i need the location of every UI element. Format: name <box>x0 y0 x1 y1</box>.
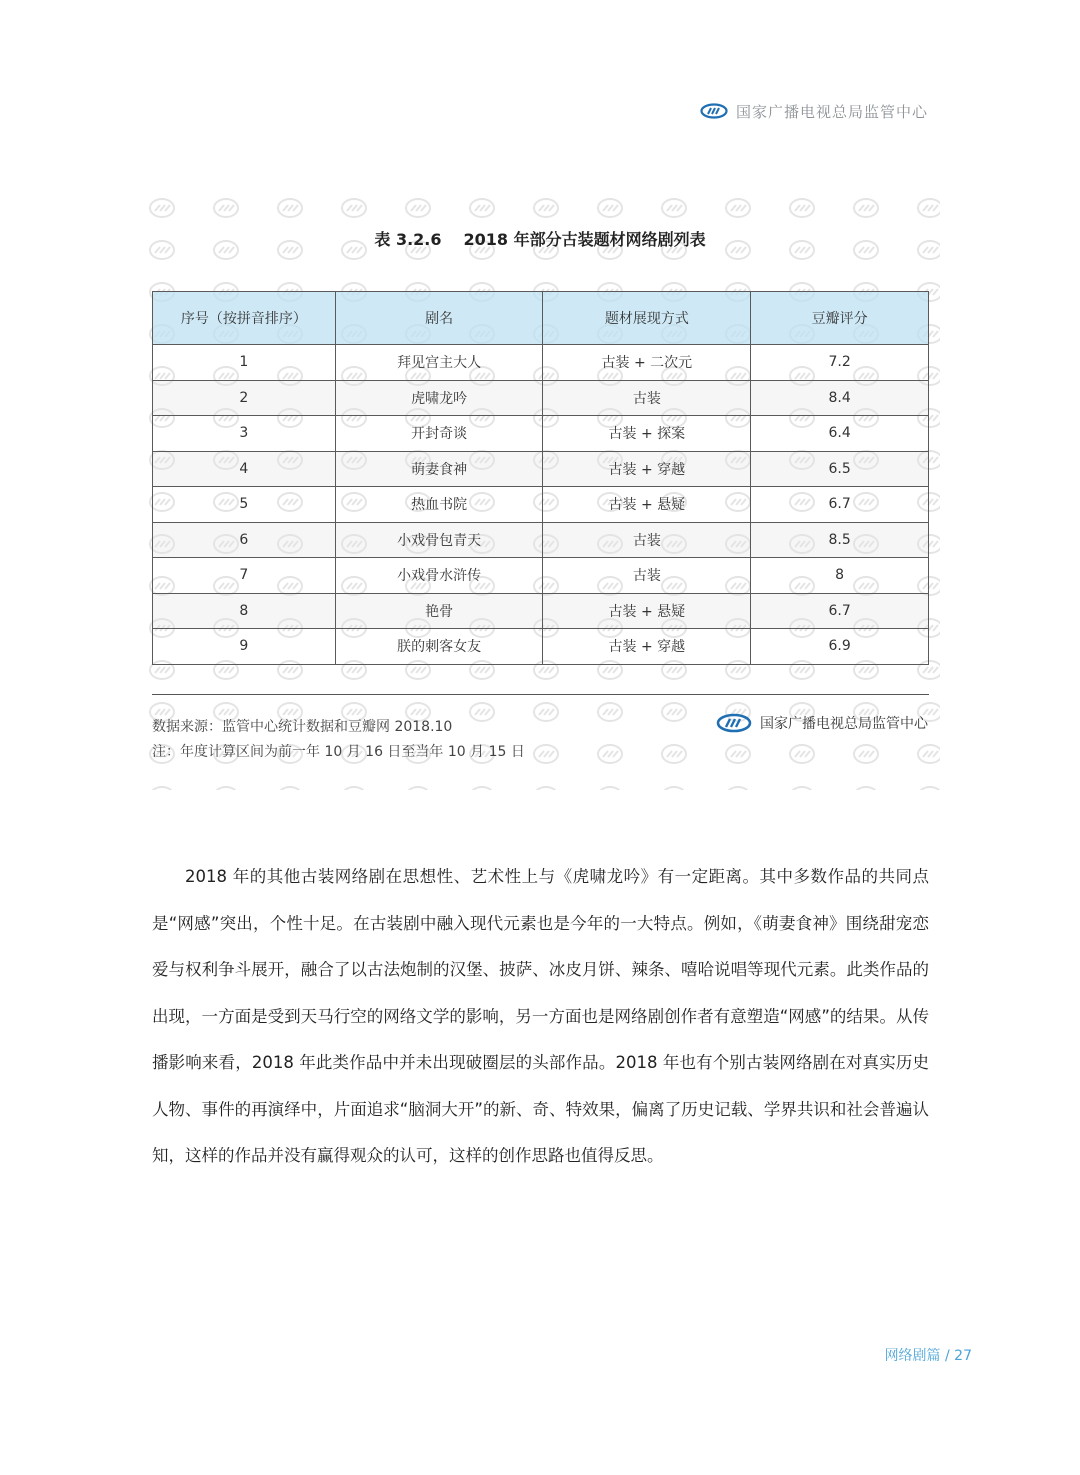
cell-title: 艳骨 <box>335 593 543 629</box>
cell-index: 4 <box>153 451 336 487</box>
cell-index: 9 <box>153 629 336 665</box>
cell-rating: 6.5 <box>751 451 929 487</box>
cell-genre: 古装 + 穿越 <box>543 629 751 665</box>
source-logo-name: 国家广播电视总局监管中心 <box>760 716 928 732</box>
cell-index: 7 <box>153 558 336 594</box>
cell-genre: 古装 + 穿越 <box>543 451 751 487</box>
table-row <box>153 558 929 594</box>
cell-title: 虎啸龙吟 <box>335 380 543 416</box>
cell-genre: 古装 <box>543 522 751 558</box>
cell-index: 8 <box>153 593 336 629</box>
cell-rating: 6.7 <box>751 593 929 629</box>
body-paragraph <box>152 854 929 1180</box>
column-header-index: 序号（按拼音排序） <box>153 292 336 345</box>
table-row <box>153 593 929 629</box>
table-row <box>153 380 929 416</box>
cell-index: 1 <box>153 345 336 381</box>
table-row <box>153 522 929 558</box>
cell-genre: 古装 <box>543 558 751 594</box>
cell-title: 朕的刺客女友 <box>335 629 543 665</box>
table-number: 表 3.2.6 <box>374 230 442 249</box>
table-row <box>153 629 929 665</box>
cell-genre: 古装 <box>543 380 751 416</box>
cell-genre: 古装 + 悬疑 <box>543 593 751 629</box>
column-header-title: 剧名 <box>335 292 543 345</box>
page-footer: 网络剧篇 / 27 <box>884 1348 972 1364</box>
table-note: 注：年度计算区间为前一年 10 月 16 日至当年 10 月 15 日 <box>152 744 525 760</box>
data-source: 数据来源：监管中心统计数据和豆瓣网 2018.10 <box>152 719 453 735</box>
table-row <box>153 487 929 523</box>
cell-genre: 古装 + 二次元 <box>543 345 751 381</box>
cell-index: 3 <box>153 416 336 452</box>
cell-rating: 6.7 <box>751 487 929 523</box>
cell-genre: 古装 + 悬疑 <box>543 487 751 523</box>
column-header-genre: 题材展现方式 <box>543 292 751 345</box>
cell-rating: 7.2 <box>751 345 929 381</box>
broadcast-logo-icon <box>716 713 752 733</box>
table-row <box>153 416 929 452</box>
cell-rating: 6.9 <box>751 629 929 665</box>
table-row <box>153 345 929 381</box>
table-title <box>0 227 1080 250</box>
cell-title: 小戏骨包青天 <box>335 522 543 558</box>
header-title: 国家广播电视总局监管中心 <box>735 102 928 121</box>
cell-rating: 6.4 <box>751 416 929 452</box>
cell-title: 拜见宫主大人 <box>335 345 543 381</box>
cell-title: 热血书院 <box>335 487 543 523</box>
cell-index: 6 <box>153 522 336 558</box>
source-logo <box>716 713 928 733</box>
drama-table <box>152 291 929 665</box>
cell-rating: 8.5 <box>751 522 929 558</box>
cell-title: 开封奇谈 <box>335 416 543 452</box>
cell-title: 萌妻食神 <box>335 451 543 487</box>
broadcast-logo-icon <box>700 103 728 119</box>
table-caption: 2018 年部分古装题材网络剧列表 <box>463 230 706 249</box>
cell-rating: 8.4 <box>751 380 929 416</box>
table-row <box>153 451 929 487</box>
paragraph-text: 2018 年的其他古装网络剧在思想性、艺术性上与《虎啸龙吟》有一定距离。其中多数作品的共同点是“网感”突出，个性十足。在古装剧中融入现代元素也是今年的一大特点。例如，《萌妻食神》围绕甜宠恋爱与权利争斗展开，融合了以古法炮制的汉堡、披萨、冰皮月饼、辣条、嘻哈说唱等现代元素。此类作品的出现，一方面是受到天马行空的网络文学的影响，另一方面也是网络剧创作者有意塑造“网感”的结果。从传播影响来看，2018 年此类作品中并未出现破圈层的头部作品。2018 年也有个别古装网络剧在对真实历史人物、事件的再演绎中，片面追求“脑洞大开”的新、奇、特效果，偏离了历史记载、学界共识和社会普遍认知，这样的作品并没有赢得观众的认可，这样的创作思路也值得反思。 <box>152 867 929 1165</box>
divider <box>152 694 929 695</box>
table-header-row <box>153 292 929 345</box>
cell-index: 2 <box>153 380 336 416</box>
column-header-rating: 豆瓣评分 <box>751 292 929 345</box>
page-header <box>700 98 928 124</box>
cell-title: 小戏骨水浒传 <box>335 558 543 594</box>
cell-rating: 8 <box>751 558 929 594</box>
cell-genre: 古装 + 探案 <box>543 416 751 452</box>
cell-index: 5 <box>153 487 336 523</box>
